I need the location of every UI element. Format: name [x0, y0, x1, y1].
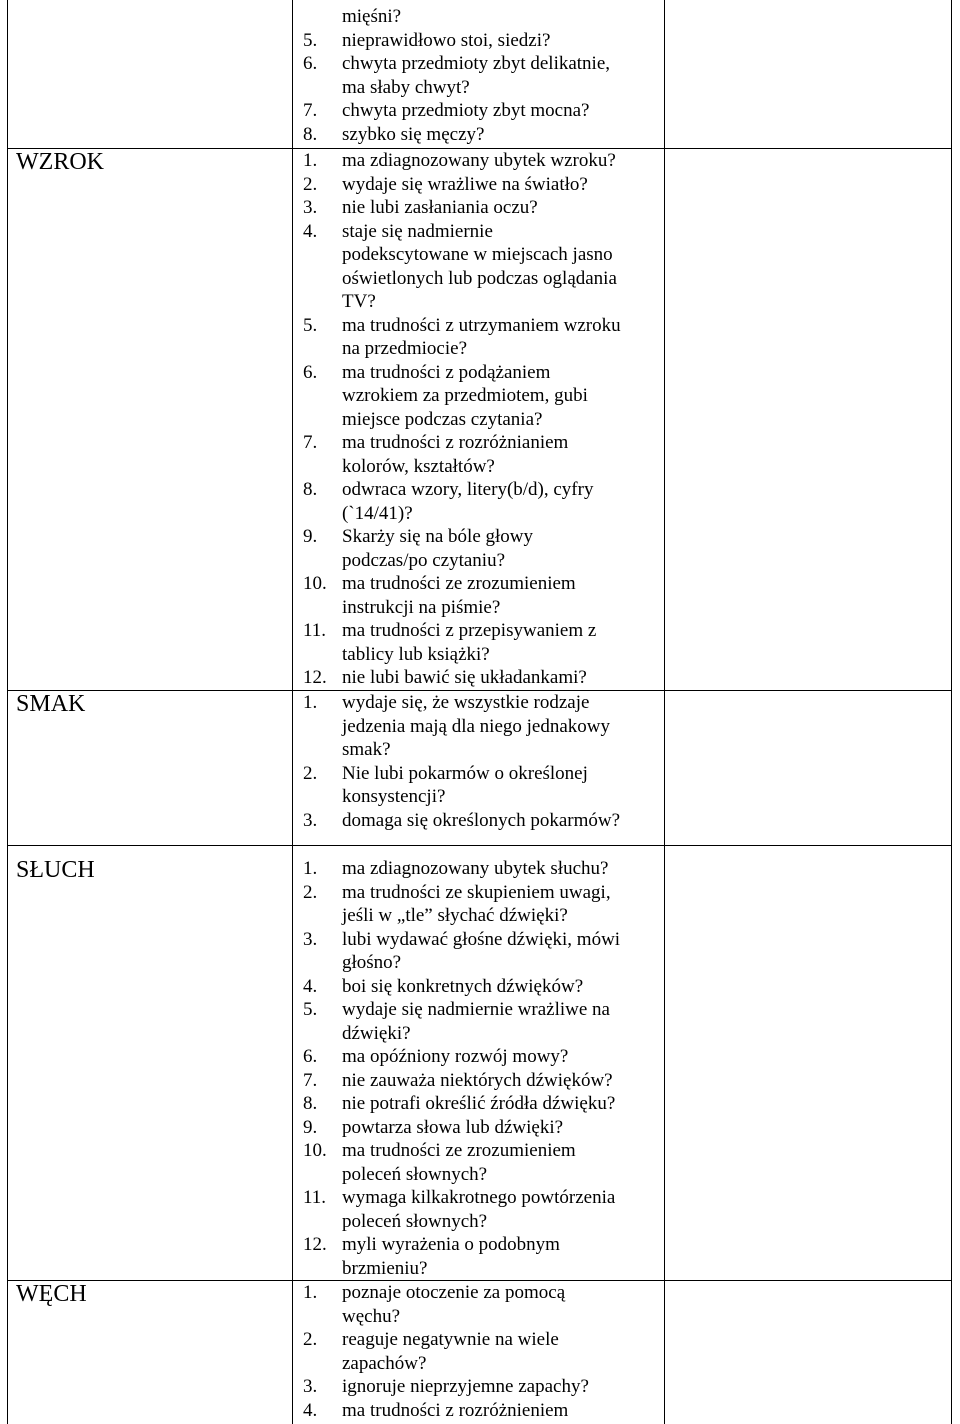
question-text: szybko się męczy?	[342, 123, 485, 145]
question-number: 7.	[303, 1069, 318, 1091]
question-text: ma trudności z przepisywaniem z	[342, 620, 597, 641]
question-number: 8.	[303, 1093, 318, 1114]
question-number: 5.	[303, 29, 318, 51]
question-text: ma trudności z podążaniem	[342, 361, 551, 383]
category-label: WZROK	[16, 149, 104, 175]
question-text: ma trudności z utrzymaniem wzroku	[342, 314, 621, 336]
question-text: staje się nadmiernie	[342, 220, 493, 242]
question-number: 5.	[303, 314, 318, 336]
question-text: konsystencji?	[342, 786, 446, 807]
question-text: wydaje się nadmiernie wrażliwe na	[342, 999, 610, 1020]
question-number: 3.	[303, 197, 318, 218]
question-text: poleceń słownych?	[342, 1210, 488, 1232]
question-number: 3.	[303, 1376, 318, 1397]
question-text: kolorów, kształtów?	[342, 455, 495, 477]
question-text: ma słaby chwyt?	[342, 76, 470, 98]
category-label: SMAK	[16, 691, 86, 717]
category-label: WĘCH	[16, 1281, 87, 1307]
question-number: 2.	[303, 881, 318, 903]
question-text: ma trudności z rozróżnianiem	[342, 432, 569, 453]
question-number: 8.	[303, 479, 318, 500]
column-divider-2	[664, 0, 665, 1424]
question-number: 11.	[303, 1187, 327, 1208]
question-text: poleceń słownych?	[342, 1163, 488, 1185]
question-number: 6.	[303, 1046, 318, 1067]
question-text: nieprawidłowo stoi, siedzi?	[342, 29, 551, 51]
question-text: nie lubi bawić się układankami?	[342, 667, 587, 688]
question-number: 2.	[303, 1329, 318, 1350]
question-text: węchu?	[342, 1305, 401, 1327]
question-text: dźwięki?	[342, 1022, 411, 1044]
question-text: nie zauważa niektórych dźwięków?	[342, 1069, 613, 1091]
question-text: mięśni?	[342, 6, 402, 27]
category-label: SŁUCH	[16, 857, 95, 883]
question-number: 3.	[303, 928, 318, 950]
question-text: reaguje negatywnie na wiele	[342, 1329, 559, 1350]
question-text: jeśli w „tle” słychać dźwięki?	[342, 905, 568, 926]
question-number: 6.	[303, 53, 318, 74]
question-number: 5.	[303, 999, 318, 1020]
question-text: oświetlonych lub podczas oglądania	[342, 267, 617, 289]
question-number: 12.	[303, 1234, 327, 1255]
question-number: 8.	[303, 123, 318, 145]
question-number: 7.	[303, 100, 318, 121]
question-number: 7.	[303, 432, 318, 453]
question-number: 4.	[303, 220, 318, 242]
question-text: ma trudności ze zrozumieniem	[342, 1140, 576, 1161]
question-text: ma trudności z rozróżnieniem	[342, 1399, 569, 1421]
question-text: głośno?	[342, 952, 402, 973]
question-text: powtarza słowa lub dźwięki?	[342, 1116, 564, 1138]
question-number: 11.	[303, 620, 327, 641]
question-text: wydaje się wrażliwe na światło?	[342, 173, 588, 195]
question-text: instrukcji na piśmie?	[342, 596, 501, 618]
question-text: ma zdiagnozowany ubytek słuchu?	[342, 858, 609, 879]
question-text: jedzenia mają dla niego jednakowy	[342, 715, 611, 737]
question-number: 9.	[303, 1116, 318, 1138]
question-text: podekscytowane w miejscach jasno	[342, 244, 613, 265]
question-text: ma trudności ze zrozumieniem	[342, 573, 576, 594]
question-text: wzrokiem za przedmiotem, gubi	[342, 385, 588, 406]
question-text: wydaje się, że wszystkie rodzaje	[342, 692, 590, 713]
question-text: ma trudności ze skupieniem uwagi,	[342, 881, 611, 903]
column-divider-1	[292, 0, 293, 1424]
question-number: 4.	[303, 1399, 318, 1421]
question-number: 3.	[303, 809, 318, 831]
question-number: 6.	[303, 361, 318, 383]
question-text: tablicy lub książki?	[342, 643, 490, 665]
question-text: zapachów?	[342, 1352, 427, 1374]
question-number: 1.	[303, 692, 318, 713]
question-text: Nie lubi pokarmów o określonej	[342, 762, 588, 784]
question-number: 12.	[303, 667, 327, 688]
question-text: podczas/po czytaniu?	[342, 549, 506, 571]
question-number: 9.	[303, 526, 318, 547]
question-number: 10.	[303, 573, 327, 594]
question-text: Skarży się na bóle głowy	[342, 526, 534, 547]
question-text: smak?	[342, 739, 391, 760]
question-text: chwyta przedmioty zbyt mocna?	[342, 100, 590, 121]
question-text: TV?	[342, 291, 376, 312]
question-text: brzmieniu?	[342, 1257, 428, 1279]
question-number: 2.	[303, 173, 318, 195]
question-number: 1.	[303, 858, 318, 879]
question-text: odwraca wzory, litery(b/d), cyfry	[342, 479, 594, 500]
question-text: (`14/41)?	[342, 502, 413, 524]
question-text: myli wyrażenia o podobnym	[342, 1234, 560, 1255]
question-text: ma opóźniony rozwój mowy?	[342, 1046, 569, 1067]
question-text: domaga się określonych pokarmów?	[342, 809, 621, 831]
table-border-right	[951, 0, 952, 1424]
question-text: boi się konkretnych dźwięków?	[342, 975, 584, 997]
question-number: 4.	[303, 975, 318, 997]
row-border	[7, 845, 952, 846]
question-text: ma zdiagnozowany ubytek wzroku?	[342, 150, 616, 171]
question-text: poznaje otoczenie za pomocą	[342, 1282, 566, 1303]
question-text: nie lubi zasłaniania oczu?	[342, 197, 538, 218]
table-border-left	[7, 0, 8, 1424]
question-text: lubi wydawać głośne dźwięki, mówi	[342, 928, 621, 950]
question-text: chwyta przedmioty zbyt delikatnie,	[342, 53, 611, 74]
question-text: miejsce podczas czytania?	[342, 408, 543, 430]
question-number: 10.	[303, 1140, 327, 1161]
question-number: 1.	[303, 150, 318, 171]
question-number: 2.	[303, 762, 318, 784]
question-text: nie potrafi określić źródła dźwięku?	[342, 1093, 616, 1114]
question-number: 1.	[303, 1282, 318, 1303]
question-text: ignoruje nieprzyjemne zapachy?	[342, 1376, 589, 1397]
question-text: na przedmiocie?	[342, 338, 468, 359]
question-text: wymaga kilkakrotnego powtórzenia	[342, 1187, 616, 1208]
